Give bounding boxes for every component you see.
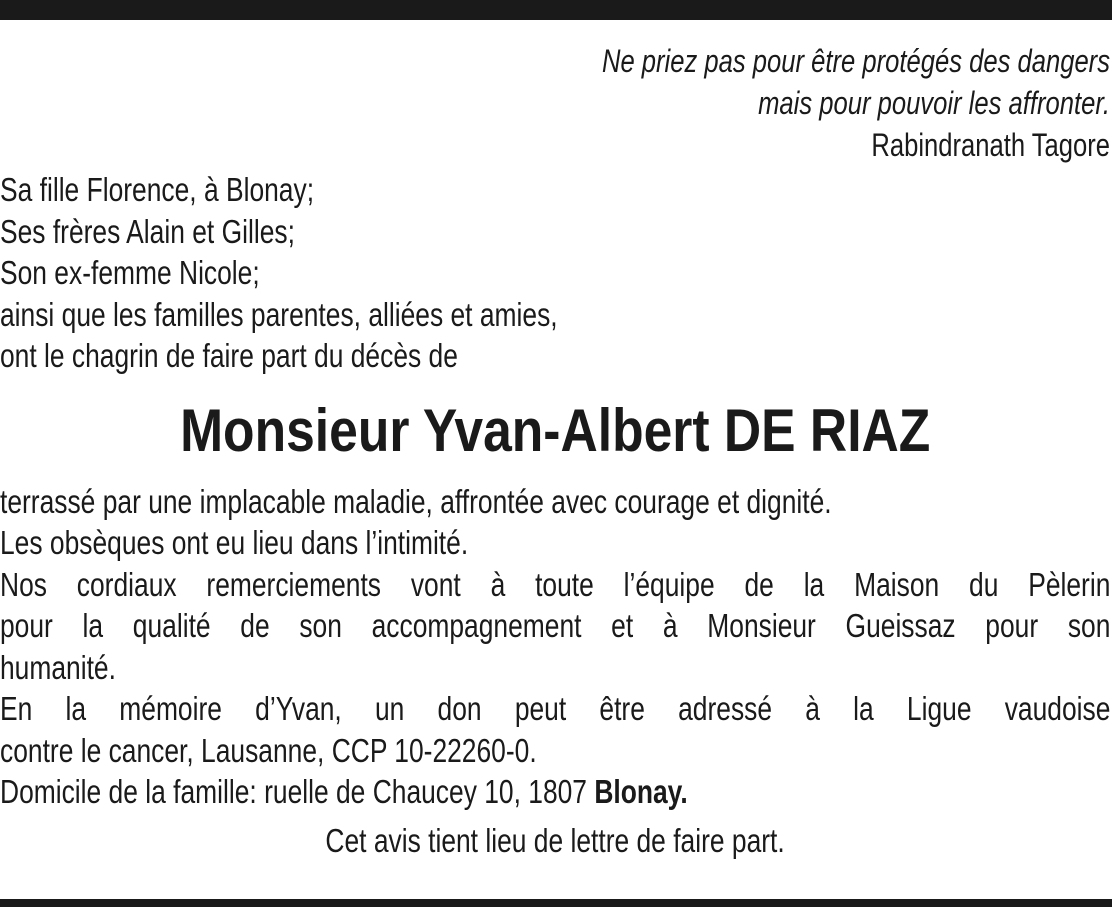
family-line-announcement: ont le chagrin de faire part du décès de: [0, 337, 458, 374]
address-city: Blonay.: [594, 773, 688, 810]
body-line-funeral: Les obsèques ont eu lieu dans l’intimité.: [0, 524, 469, 561]
body-line-donation-2: contre le cancer, Lausanne, CCP 10-22260-0.: [0, 731, 537, 769]
body-line-thanks-2: pour la qualité de son accompagnement et à Monsieur Gueissaz pour son: [0, 607, 1111, 644]
deceased-name: Monsieur Yvan-Albert DE RIAZ: [179, 396, 931, 464]
obituary-notice: [0, 40, 1110, 861]
epigraph-quote-line-2: mais pour pouvoir les affronter.: [758, 85, 1110, 121]
body-line-address: [0, 771, 1110, 813]
family-line-ex-wife: Son ex-femme Nicole;: [0, 254, 260, 291]
family-line-daughter: Sa fille Florence, à Blonay;: [0, 171, 315, 208]
top-rule: [0, 0, 1112, 20]
body-line-thanks-3: humanité.: [0, 648, 116, 686]
deceased-name-heading: [0, 396, 1110, 464]
body-line-donation-1: En la mémoire d’Yvan, un don peut être adressé à la Ligue vaudoise: [0, 690, 1111, 727]
bottom-rule: [0, 899, 1112, 907]
epigraph-author: Rabindranath Tagore: [871, 127, 1110, 163]
address-text: Domicile de la famille: ruelle de Chaucey 10, 1807: [0, 773, 595, 810]
family-line-brothers: Ses frères Alain et Gilles;: [0, 212, 295, 250]
epigraph: [0, 40, 1110, 166]
closing-note: [0, 821, 1110, 861]
body-line-illness: terrassé par une implacable maladie, affrontée avec courage et dignité.: [0, 482, 832, 520]
notice-body: [0, 481, 1110, 813]
body-line-thanks-1: Nos cordiaux remerciements vont à toute l’équipe de la Maison du Pèlerin: [0, 565, 1111, 603]
family-line-relatives: ainsi que les familles parentes, alliées et amies,: [0, 295, 558, 333]
epigraph-quote-line-1: Ne priez pas pour être protégés des dangers: [601, 43, 1110, 79]
closing-text: Cet avis tient lieu de lettre de faire part.: [325, 821, 785, 859]
family-announcement: [0, 169, 1110, 377]
